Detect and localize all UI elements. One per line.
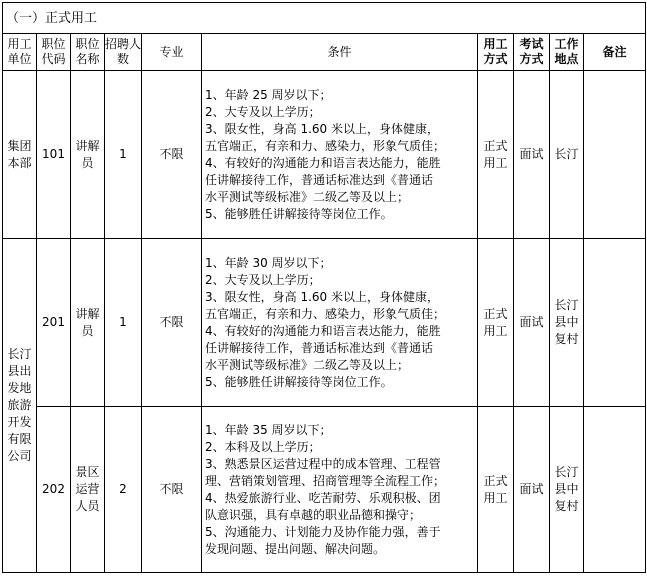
table-row: [3, 239, 646, 407]
condition-line: 五官端正，有亲和力、感染力，形象气质佳；: [205, 306, 446, 321]
cell-location: 长汀县中复村: [550, 407, 584, 573]
condition-line: 任讲解接待工作，普通话标准达到《普通话: [205, 172, 434, 187]
condition-line: 4、有较好的沟通能力和语言表达能力，能胜: [205, 155, 441, 170]
section-title: （一）正式用工: [3, 3, 646, 34]
header-unit: 用工单位: [3, 34, 37, 71]
condition-line: 1、年龄 25 周岁以下；: [205, 87, 332, 102]
header-remarks: 备注: [584, 34, 646, 71]
cell-unit: 长汀县出发地旅游开发有限公司: [3, 239, 37, 573]
cell-remarks: [584, 239, 646, 407]
condition-line: 队意识强，具有卓越的职业品德和操守；: [205, 507, 422, 522]
cell-unit: 集团本部: [3, 71, 37, 239]
cell-major: 不限: [142, 239, 202, 407]
condition-line: 4、热爱旅游行业、吃苦耐劳、乐观积极、团: [205, 490, 441, 505]
condition-line: 5、能够胜任讲解接待等岗位工作。: [205, 206, 393, 221]
section-title-row: [3, 3, 646, 34]
condition-line: 1、年龄 30 周岁以下；: [205, 255, 332, 270]
cell-code: 202: [37, 407, 71, 573]
header-conditions: 条件: [202, 34, 478, 71]
header-exam-type: 考试方式: [514, 34, 550, 71]
table-row: [3, 407, 646, 573]
cell-count: 2: [105, 407, 142, 573]
condition-line: 水平测试等级标准》二级乙等及以上；: [205, 357, 410, 372]
cell-employ-type: 正式用工: [478, 71, 514, 239]
cell-conditions: [202, 407, 478, 573]
cell-major: 不限: [142, 407, 202, 573]
recruitment-table: [2, 2, 646, 573]
condition-line: 水平测试等级标准》二级乙等及以上；: [205, 189, 410, 204]
cell-name: 景区运营人员: [71, 407, 105, 573]
condition-line: 五官端正，有亲和力、感染力，形象气质佳；: [205, 138, 446, 153]
condition-line: 3、限女性，身高 1.60 米以上，身体健康，: [205, 289, 439, 304]
cell-remarks: [584, 407, 646, 573]
cell-code: 201: [37, 239, 71, 407]
condition-line: 4、有较好的沟通能力和语言表达能力，能胜: [205, 323, 441, 338]
cell-employ-type: 正式用工: [478, 239, 514, 407]
condition-line: 2、大专及以上学历；: [205, 104, 321, 119]
cell-name: 讲解员: [71, 71, 105, 239]
cell-conditions: [202, 71, 478, 239]
condition-line: 任讲解接待工作，普通话标准达到《普通话: [205, 340, 434, 355]
condition-line: 发现问题、提出问题、解决问题。: [205, 541, 386, 556]
cell-remarks: [584, 71, 646, 239]
header-row: [3, 34, 646, 71]
cell-exam-type: 面试: [514, 239, 550, 407]
condition-line: 2、本科及以上学历；: [205, 439, 321, 454]
cell-exam-type: 面试: [514, 407, 550, 573]
header-employ-type: 用工方式: [478, 34, 514, 71]
header-location: 工作地点: [550, 34, 584, 71]
recruitment-table-container: [2, 2, 645, 574]
cell-conditions: [202, 239, 478, 407]
cell-count: 1: [105, 239, 142, 407]
header-code: 职位代码: [37, 34, 71, 71]
condition-line: 3、熟悉景区运营过程中的成本管理、工程管: [205, 456, 441, 471]
condition-line: 1、年龄 35 周岁以下；: [205, 422, 332, 437]
condition-line: 3、限女性，身高 1.60 米以上，身体健康，: [205, 121, 439, 136]
header-count: 招聘人数: [105, 34, 142, 71]
cell-major: 不限: [142, 71, 202, 239]
cell-code: 101: [37, 71, 71, 239]
condition-line: 2、大专及以上学历；: [205, 272, 321, 287]
cell-exam-type: 面试: [514, 71, 550, 239]
cell-location: 长汀县中复村: [550, 239, 584, 407]
cell-employ-type: 正式用工: [478, 407, 514, 573]
cell-location: 长汀: [550, 71, 584, 239]
condition-line: 理、营销策划管理、招商管理等全流程工作；: [205, 473, 446, 488]
table-row: [3, 71, 646, 239]
header-name: 职位名称: [71, 34, 105, 71]
cell-name: 讲解员: [71, 239, 105, 407]
cell-count: 1: [105, 71, 142, 239]
condition-line: 5、沟通能力、计划能力及协作能力强，善于: [205, 524, 441, 539]
condition-line: 5、能够胜任讲解接待等岗位工作。: [205, 374, 393, 389]
header-major: 专业: [142, 34, 202, 71]
